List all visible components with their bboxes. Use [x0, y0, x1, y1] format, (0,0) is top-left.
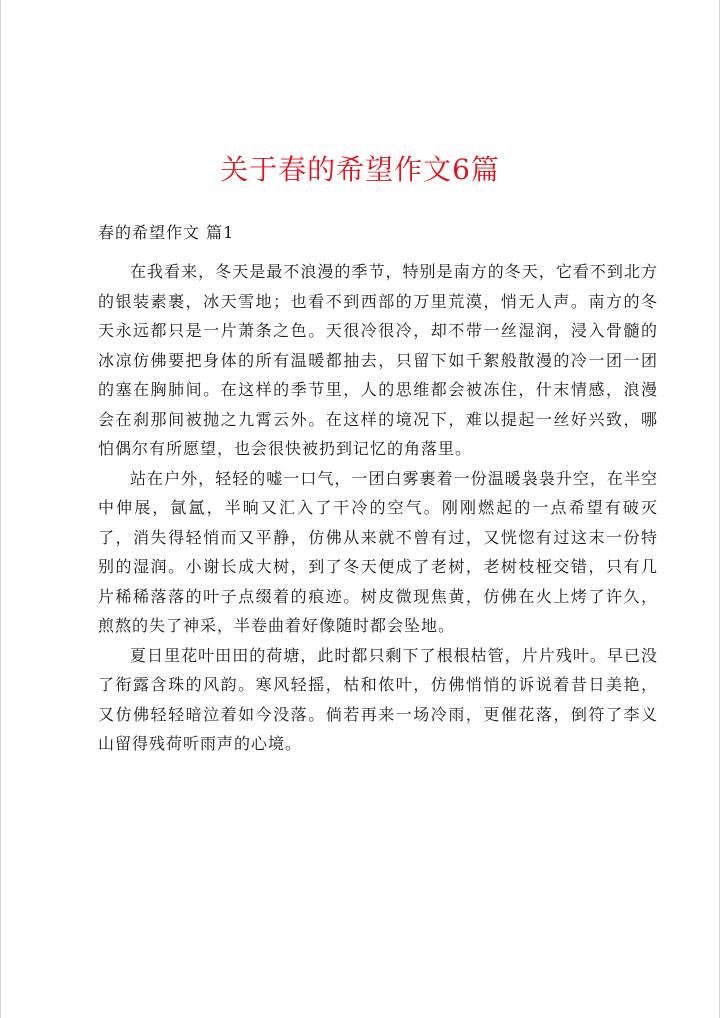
article-body	[98, 257, 658, 759]
paragraph-3: 夏日里花叶田田的荷塘，此时都只剩下了根根枯管，片片残叶。早已没了衔露含珠的风韵。寒风轻摇，枯和侬叶，仿佛悄悄的诉说着昔日美艳，又仿佛轻轻暗泣着如今没落。倘若再来一场冷雨，更催花落，倒符了李义山留得残荷听雨声的心境。	[98, 645, 658, 753]
paragraph-2: 站在户外，轻轻的嘘一口气，一团白雾裹着一份温暖袅袅升空，在半空中伸展，氤氲，半晌又汇入了干冷的空气。刚刚燃起的一点希望有破灭了，消失得轻悄而又平静，仿佛从来就不曾有过，又恍惚有过这末一份特别的湿润。小谢长成大树，到了冬天便成了老树，老树枝桠交错，只有几片稀稀落落的叶子点缀着的痕迹。树皮微现焦黄，仿佛在火上烤了许久，煎熬的失了神采，半卷曲着好像随时都会坠地。	[98, 468, 658, 635]
section-heading: 春的希望作文 篇1	[98, 223, 235, 242]
paragraph-1: 在我看来，冬天是最不浪漫的季节，特别是南方的冬天，它看不到北方的银装素裹，冰天雪地；也看不到西部的万里荒漠，悄无人声。南方的冬天永远都只是一片萧条之色。天很冷很冷，却不带一丝湿润，浸入骨髓的冰凉仿佛要把身体的所有温暖都抽去，只留下如千絮般散漫的冷一团一团的塞在胸肺间。在这样的季节里，人的思维都会被冻住，什末情感，浪漫会在刹那间被抛之九霄云外。在这样的境况下，难以提起一丝好兴致，哪怕偶尔有所愿望，也会很快被扔到记忆的角落里。	[98, 262, 658, 458]
document-title: 关于春的希望作文6篇	[220, 153, 500, 186]
